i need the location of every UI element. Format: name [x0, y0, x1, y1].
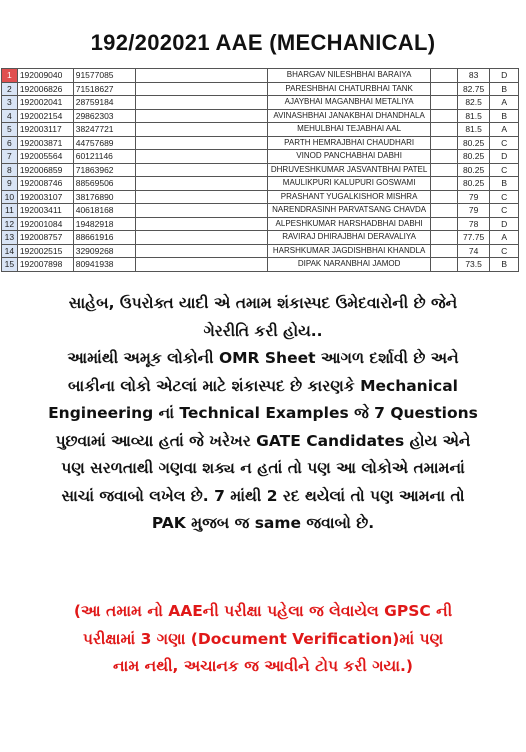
score-cell: 83 [457, 69, 490, 83]
blank-cell [431, 244, 457, 258]
score-cell: 79 [457, 204, 490, 218]
roll-number-cell: 192003871 [17, 136, 73, 150]
confirmation-number-cell: 29862303 [73, 109, 135, 123]
confirmation-number-cell: 88661916 [73, 231, 135, 245]
roll-number-cell: 192006859 [17, 163, 73, 177]
blank-cell [431, 96, 457, 110]
answer-set-cell: D [490, 150, 519, 164]
blank-cell [135, 231, 267, 245]
note-text [0, 598, 526, 681]
table-row [2, 96, 519, 110]
answer-set-cell: C [490, 136, 519, 150]
serial-cell: 6 [2, 136, 18, 150]
confirmation-number-cell: 80941938 [73, 258, 135, 272]
table-row [2, 244, 519, 258]
answer-set-cell: A [490, 231, 519, 245]
answer-set-cell: B [490, 177, 519, 191]
answer-set-cell: D [490, 217, 519, 231]
score-cell: 81.5 [457, 109, 490, 123]
blank-cell [135, 136, 267, 150]
blank-cell [135, 244, 267, 258]
confirmation-number-cell: 88569506 [73, 177, 135, 191]
blank-cell [135, 204, 267, 218]
score-cell: 74 [457, 244, 490, 258]
blank-cell [135, 150, 267, 164]
body-line: આમાંથી અમૂક લોકોની OMR Sheet આગળ દર્શાવી છે અને [67, 349, 459, 367]
body-line: પણ સરળતાથી ગણવા શક્ય ન હતાં તો પણ આ લોકોએ તમામનાં [61, 459, 465, 477]
serial-cell: 2 [2, 82, 18, 96]
blank-cell [135, 258, 267, 272]
table-row [2, 150, 519, 164]
candidate-table [1, 68, 525, 286]
candidate-name-cell: ALPESHKUMAR HARSHADBHAI DABHI [267, 217, 431, 231]
confirmation-number-cell: 44757689 [73, 136, 135, 150]
candidate-name-cell: MEHULBHAI TEJABHAI AAL [267, 123, 431, 137]
note-line: (આ તમામ નો AAEની પરીક્ષા પહેલા જ લેવાયેલ GPSC ની [73, 602, 453, 620]
answer-set-cell: C [490, 204, 519, 218]
blank-cell [135, 217, 267, 231]
score-cell: 81.5 [457, 123, 490, 137]
blank-cell [135, 163, 267, 177]
serial-cell: 7 [2, 150, 18, 164]
body-line: ગેરરીતિ કરી હોય.. [203, 321, 323, 340]
serial-cell: 10 [2, 190, 18, 204]
confirmation-number-cell: 19482918 [73, 217, 135, 231]
score-cell: 80.25 [457, 163, 490, 177]
candidate-name-cell: VINOD PANCHABHAI DABHI [267, 150, 431, 164]
blank-cell [431, 258, 457, 272]
candidate-name-cell: PARTH HEMRAJBHAI CHAUDHARI [267, 136, 431, 150]
confirmation-number-cell: 60121146 [73, 150, 135, 164]
roll-number-cell: 192007898 [17, 258, 73, 272]
serial-cell: 5 [2, 123, 18, 137]
blank-cell [135, 69, 267, 83]
blank-cell [431, 177, 457, 191]
serial-cell: 4 [2, 109, 18, 123]
confirmation-number-cell: 40618168 [73, 204, 135, 218]
candidate-name-cell: MAULIKPURI KALUPURI GOSWAMI [267, 177, 431, 191]
candidate-name-cell: AJAYBHAI MAGANBHAI METALIYA [267, 96, 431, 110]
answer-set-cell: D [490, 69, 519, 83]
blank-cell [431, 231, 457, 245]
blank-cell [431, 123, 457, 137]
roll-number-cell: 192002041 [17, 96, 73, 110]
candidate-name-cell: PRASHANT YUGALKISHOR MISHRA [267, 190, 431, 204]
note-line: પરીક્ષામાં 3 ગણા (Document Verification)માં પણ [82, 629, 444, 648]
score-cell: 80.25 [457, 136, 490, 150]
confirmation-number-cell: 38176890 [73, 190, 135, 204]
page-title: 192/202021 AAE (MECHANICAL) [90, 30, 436, 55]
blank-cell [135, 82, 267, 96]
roll-number-cell: 192001084 [17, 217, 73, 231]
candidate-name-cell: DIPAK NARANBHAI JAMOD [267, 258, 431, 272]
body-line: સાહેબ, ઉપરોક્ત યાદી એ તમામ શંકાસ્પદ ઉમેદવારોની છે જેને [68, 294, 458, 312]
body-line: PAK મુજબ જ same જવાબો છે. [151, 514, 375, 532]
candidate-name-cell: NARENDRASINH PARVATSANG CHAVDA [267, 204, 431, 218]
candidate-name-cell: AVINASHBHAI JANAKBHAI DHANDHALA [267, 109, 431, 123]
blank-cell [135, 123, 267, 137]
serial-cell: 8 [2, 163, 18, 177]
serial-cell: 13 [2, 231, 18, 245]
roll-number-cell: 192006826 [17, 82, 73, 96]
table-row [2, 123, 519, 137]
score-cell: 82.5 [457, 96, 490, 110]
serial-cell: 11 [2, 204, 18, 218]
blank-cell [431, 82, 457, 96]
blank-cell [431, 190, 457, 204]
candidate-name-cell: RAVIRAJ DHIRAJBHAI DERAVALIYA [267, 231, 431, 245]
confirmation-number-cell: 71518627 [73, 82, 135, 96]
serial-cell: 15 [2, 258, 18, 272]
body-text [0, 290, 526, 538]
answer-set-cell: B [490, 258, 519, 272]
blank-cell [135, 190, 267, 204]
score-cell: 78 [457, 217, 490, 231]
score-cell: 80.25 [457, 177, 490, 191]
answer-set-cell: A [490, 96, 519, 110]
score-cell: 80.25 [457, 150, 490, 164]
answer-set-cell: B [490, 82, 519, 96]
confirmation-number-cell: 71863962 [73, 163, 135, 177]
table-row [2, 258, 519, 272]
answer-set-cell: A [490, 123, 519, 137]
roll-number-cell: 192008757 [17, 231, 73, 245]
table-row [2, 163, 519, 177]
table-row [2, 82, 519, 96]
roll-number-cell: 192003117 [17, 123, 73, 137]
blank-cell [431, 150, 457, 164]
blank-cell [431, 136, 457, 150]
candidate-name-cell: PARESHBHAI CHATURBHAI TANK [267, 82, 431, 96]
score-cell: 79 [457, 190, 490, 204]
answer-set-cell: B [490, 109, 519, 123]
confirmation-number-cell: 38247721 [73, 123, 135, 137]
candidate-name-cell: BHARGAV NILESHBHAI BARAIYA [267, 69, 431, 83]
blank-cell [431, 109, 457, 123]
roll-number-cell: 192003107 [17, 190, 73, 204]
answer-set-cell: C [490, 190, 519, 204]
serial-cell: 14 [2, 244, 18, 258]
roll-number-cell: 192005564 [17, 150, 73, 164]
table-row [2, 109, 519, 123]
serial-cell: 3 [2, 96, 18, 110]
table-row [2, 231, 519, 245]
roll-number-cell: 192002515 [17, 244, 73, 258]
roll-number-cell: 192002154 [17, 109, 73, 123]
blank-cell [431, 217, 457, 231]
blank-cell [431, 204, 457, 218]
blank-cell [431, 163, 457, 177]
roll-number-cell: 192003411 [17, 204, 73, 218]
table-row [2, 190, 519, 204]
serial-cell: 12 [2, 217, 18, 231]
roll-number-cell: 192009040 [17, 69, 73, 83]
serial-cell: 9 [2, 177, 18, 191]
blank-cell [135, 177, 267, 191]
answer-set-cell: C [490, 163, 519, 177]
serial-cell: 1 [2, 69, 18, 83]
confirmation-number-cell: 91577085 [73, 69, 135, 83]
body-line: પુછવામાં આવ્યા હતાં જે ખરેખર GATE Candidates હોય એને [55, 431, 471, 450]
body-line: સાચાં જવાબો લખેલ છે. 7 માંથી 2 રદ થયેલાં તો પણ આમના તો [61, 486, 465, 505]
answer-set-cell: C [490, 244, 519, 258]
score-cell: 77.75 [457, 231, 490, 245]
score-cell: 82.75 [457, 82, 490, 96]
blank-cell [431, 69, 457, 83]
table-row [2, 136, 519, 150]
table-row [2, 217, 519, 231]
confirmation-number-cell: 28759184 [73, 96, 135, 110]
table-row [2, 69, 519, 83]
candidate-name-cell: HARSHKUMAR JAGDISHBHAI KHANDLA [267, 244, 431, 258]
candidate-name-cell: DHRUVESHKUMAR JASVANTBHAI PATEL [267, 163, 431, 177]
score-cell: 73.5 [457, 258, 490, 272]
note-line: નામ નથી, અચાનક જ આવીને ટોપ કરી ગયા.) [112, 657, 413, 675]
blank-cell [135, 96, 267, 110]
table-row [2, 204, 519, 218]
roll-number-cell: 192008746 [17, 177, 73, 191]
body-line: બાકીના લોકો એટલાં માટે શંકાસ્પદ છે કારણકે Mechanical [67, 376, 458, 395]
confirmation-number-cell: 32909268 [73, 244, 135, 258]
table-row [2, 177, 519, 191]
blank-cell [135, 109, 267, 123]
body-line: Engineering નાં Technical Examples જે 7 Questions [48, 404, 478, 422]
